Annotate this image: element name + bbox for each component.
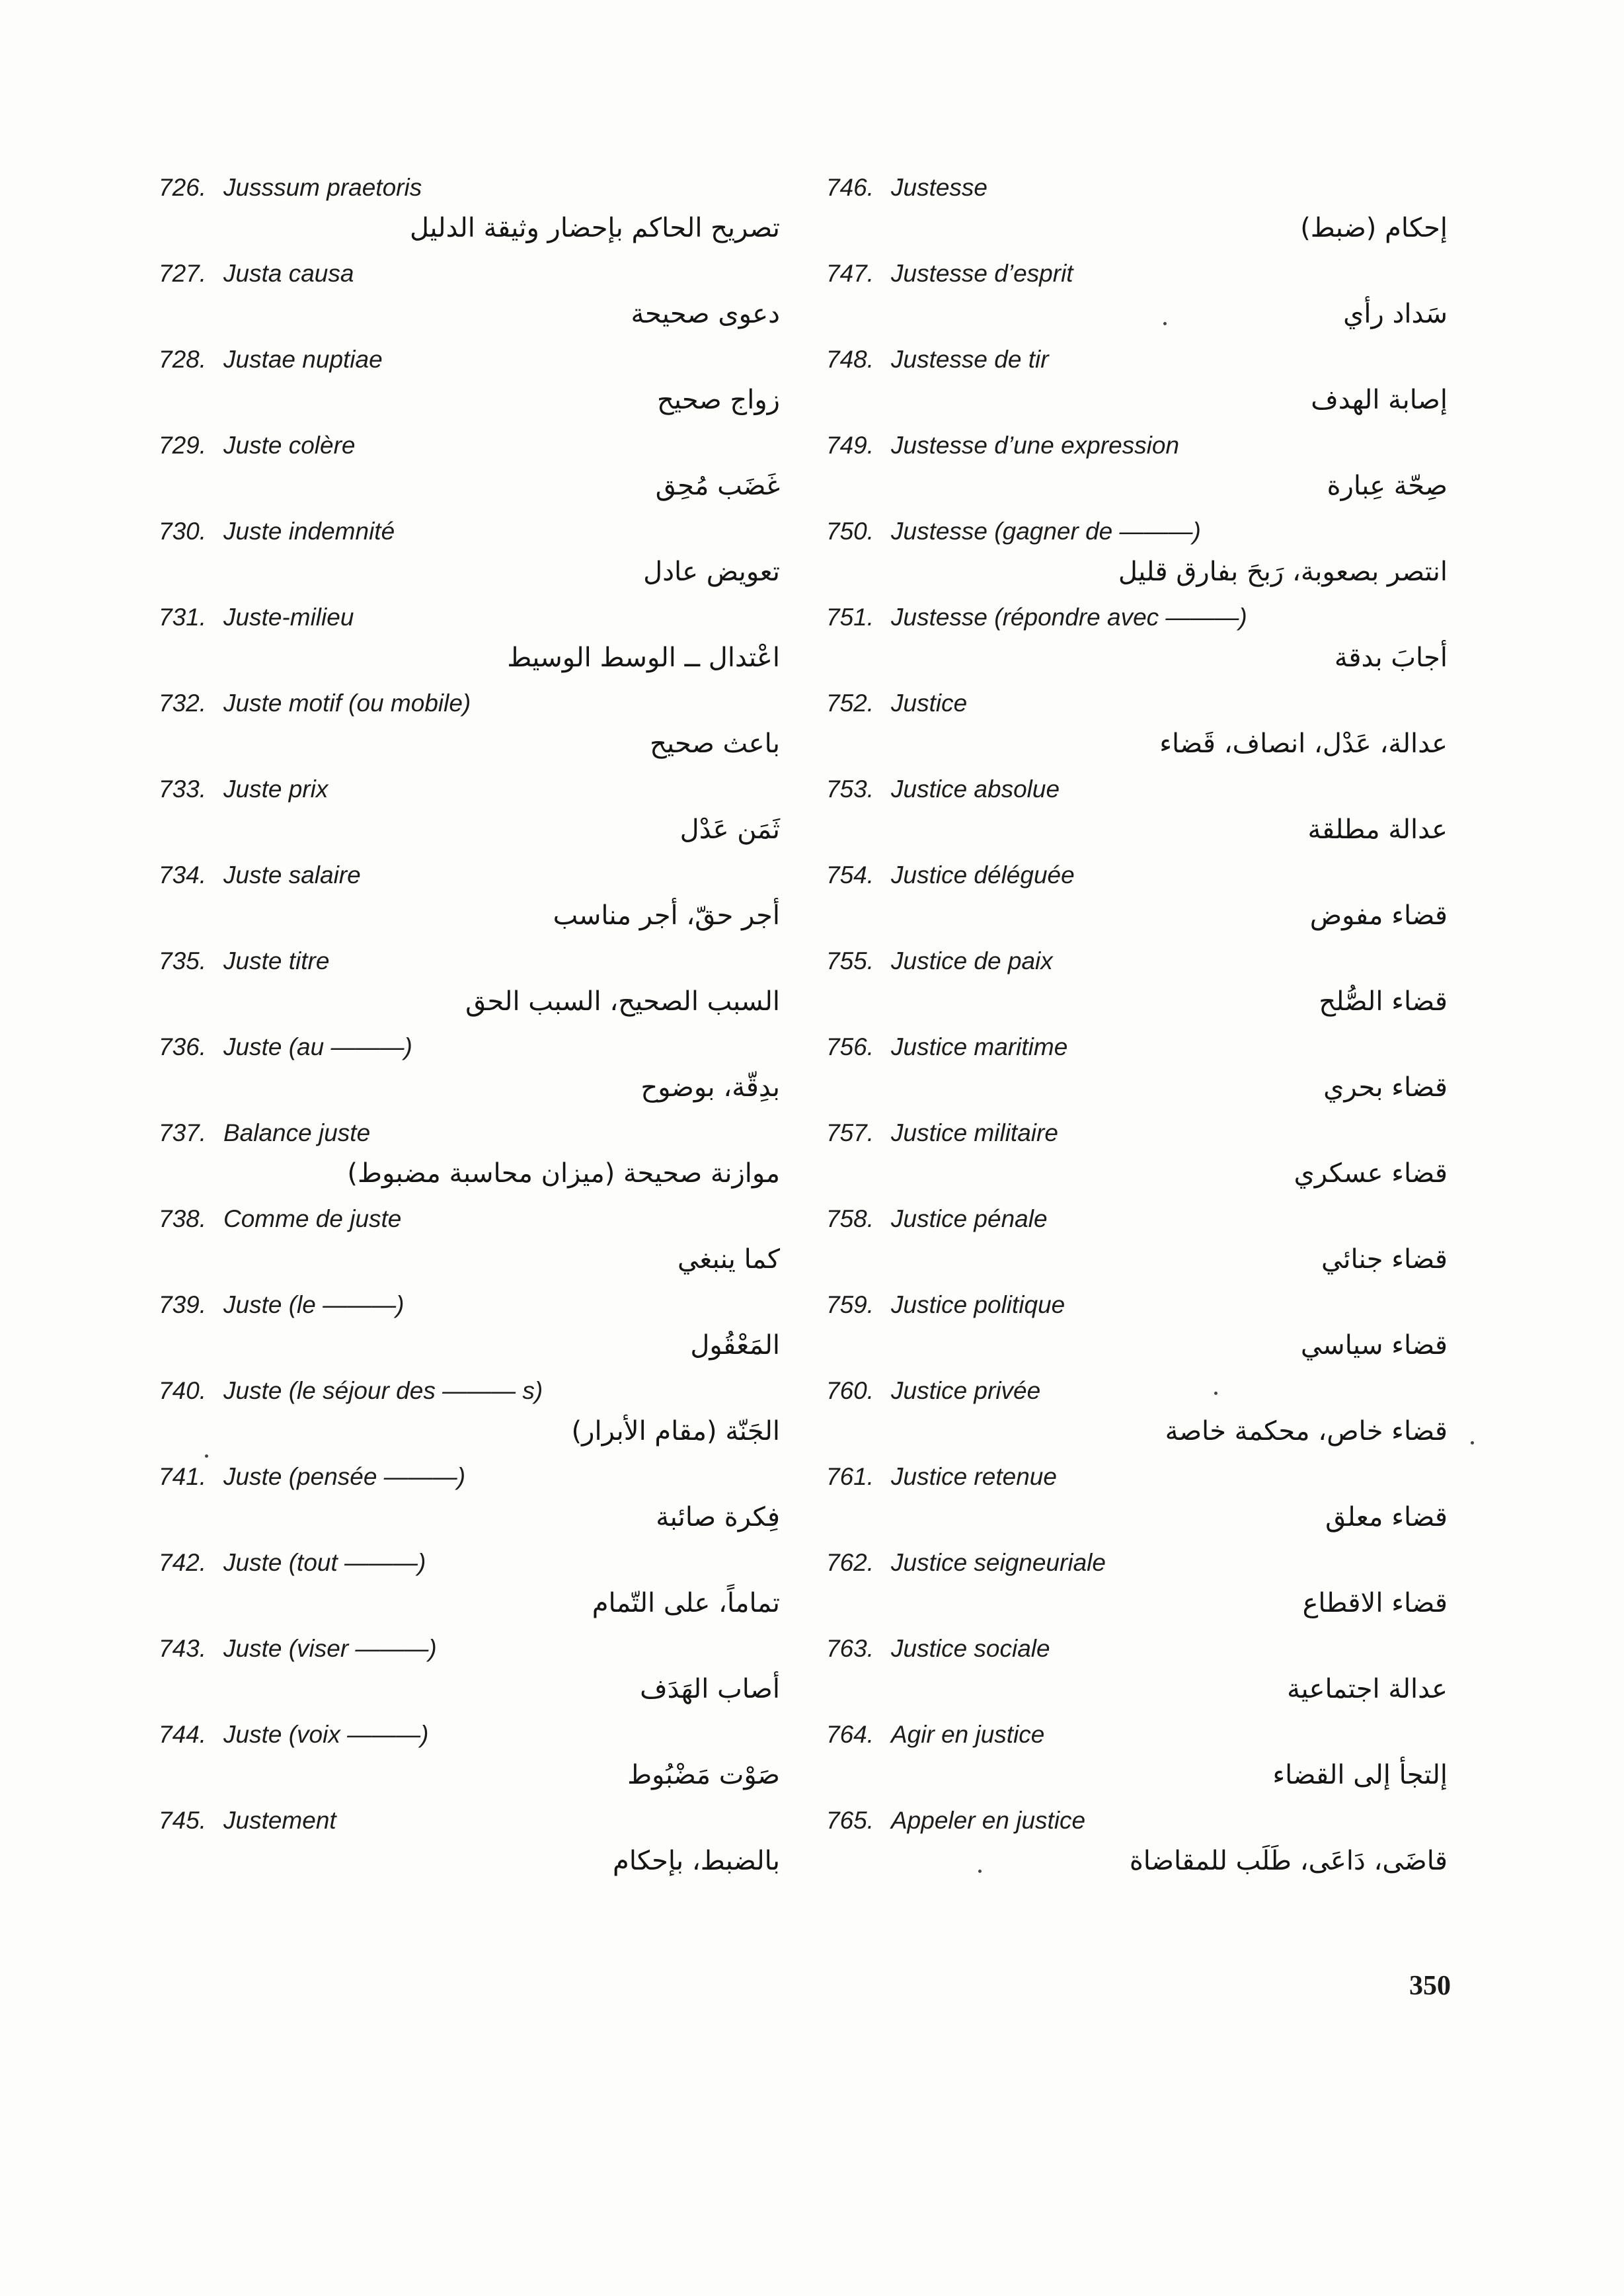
entry-term-line [826,345,1049,374]
entry-arabic-translation: أجر حقّ، أجر مناسب [553,900,780,931]
entry-term: Juste-milieu [223,604,354,631]
entry-number: 745. [159,1807,207,1834]
entry-term-line [159,345,383,374]
dictionary-entry [826,861,1448,947]
entry-term: Juste prix [223,775,329,803]
entry-term: Juste motif (ou mobile) [223,690,471,717]
entry-term: Justement [223,1807,336,1834]
entry-number: 756. [826,1033,874,1060]
dictionary-entry [159,1119,780,1205]
entry-term: Justesse d’esprit [891,260,1073,287]
dictionary-entry [826,517,1448,603]
dictionary-entry [159,861,780,947]
entry-arabic-translation: بدِقّة، بوضوح [640,1072,780,1103]
entry-number: 737. [159,1119,207,1146]
entry-number: 759. [826,1291,874,1318]
entry-number: 739. [159,1291,207,1318]
entry-arabic-translation: سَداد رأي [1343,299,1448,329]
dictionary-entry [159,1376,780,1462]
entry-arabic-translation: غَضَب مُحِق [655,471,780,501]
entry-number: 754. [826,861,874,889]
entry-term-line [159,947,329,976]
entry-number: 730. [159,518,207,545]
dictionary-entry [159,1806,780,1892]
entry-number: 733. [159,775,207,803]
entry-term-line [159,259,354,288]
entry-number: 762. [826,1549,874,1576]
dictionary-entry [826,1462,1448,1548]
entry-term-line [826,775,1060,804]
entry-arabic-translation: السبب الصحيح، السبب الحق [465,986,780,1017]
entry-term: Agir en justice [891,1721,1045,1748]
entry-term: Justice politique [891,1291,1065,1318]
entry-term: Appeler en justice [891,1807,1086,1834]
dictionary-entry [826,947,1448,1033]
entry-number: 763. [826,1635,874,1662]
entry-term: Justice sociale [891,1635,1050,1662]
scan-speck [1163,322,1167,325]
entry-term: Justice déléguée [891,861,1075,889]
entry-term: Justice pénale [891,1205,1048,1232]
entry-number: 749. [826,432,874,459]
dictionary-entry [826,431,1448,517]
entry-term-line [159,517,395,546]
entry-term: Juste (voix ———) [223,1721,429,1748]
entry-term-line [159,775,328,804]
dictionary-entry [159,1205,780,1290]
entry-arabic-translation: قضاء الاقطاع [1302,1588,1448,1618]
entry-arabic-translation: قضاء خاص، محكمة خاصة [1165,1416,1448,1446]
entry-term: Justesse d’une expression [891,432,1180,459]
dictionary-entry [159,947,780,1033]
entry-term-line [159,173,422,202]
dictionary-entry [159,1548,780,1634]
dictionary-entry [159,689,780,775]
entry-arabic-translation: قضاء الصُّلح [1319,986,1448,1017]
entry-number: 752. [826,690,874,717]
entry-arabic-translation: ثَمَن عَدْل [679,814,780,845]
entry-number: 735. [159,947,207,974]
entry-arabic-translation: اعْتدال ــ الوسط الوسيط [507,643,780,673]
entry-arabic-translation: دعوى صحيحة [631,299,780,329]
entry-arabic-translation: عدالة مطلقة [1307,814,1448,845]
entry-term-line [826,861,1075,890]
entry-term: Justice maritime [891,1033,1068,1060]
entry-term: Juste colère [223,432,356,459]
entry-number: 732. [159,690,207,717]
entry-term-line [159,689,471,718]
entry-term-line [826,1290,1065,1320]
entry-number: 764. [826,1721,874,1748]
dictionary-entry [159,431,780,517]
dictionary-entry [826,1205,1448,1290]
entry-term-line [826,1634,1050,1663]
dictionary-entry [159,1720,780,1806]
entry-number: 738. [159,1205,207,1232]
entry-term-line [826,1205,1048,1234]
entry-number: 740. [159,1377,207,1404]
entry-arabic-translation: قضاء عسكري [1294,1158,1448,1189]
right-column [826,173,1448,1892]
entry-term-line [826,1033,1067,1062]
page-number: 350 [1409,1971,1451,2001]
entry-number: 734. [159,861,207,889]
entry-arabic-translation: تصريح الحاكم بإحضار وثيقة الدليل [410,213,780,243]
dictionary-entry [826,1033,1448,1119]
entry-number: 731. [159,604,207,631]
entry-arabic-translation: قضاء جنائي [1321,1244,1448,1275]
entry-term-line [826,1806,1085,1835]
entry-number: 750. [826,518,874,545]
dictionary-entry [826,1806,1448,1892]
entry-term-line [826,431,1179,460]
entry-number: 748. [826,346,874,373]
entry-term: Justice absolue [891,775,1060,803]
entry-arabic-translation: تماماً، على التّمام [592,1588,780,1618]
entry-term: Jusssum praetoris [223,174,422,201]
entry-number: 760. [826,1377,874,1404]
dictionary-entry [159,173,780,259]
entry-number: 758. [826,1205,874,1232]
entry-term: Justa causa [223,260,354,287]
scan-speck [1471,1441,1474,1445]
entry-number: 753. [826,775,874,803]
dictionary-entry [159,775,780,861]
entry-term: Justesse de tir [891,346,1049,373]
entry-term-line [159,1634,437,1663]
dictionary-entry [159,259,780,345]
dictionary-entry [826,1720,1448,1806]
entry-term: Juste salaire [223,861,361,889]
entry-arabic-translation: قاضَى، دَاعَى، طَلَب للمقاضاة [1129,1846,1448,1876]
dictionary-entry [826,1548,1448,1634]
dictionary-entry [826,1376,1448,1462]
entry-arabic-translation: موازنة صحيحة (ميزان محاسبة مضبوط) [347,1158,780,1189]
entry-term: Juste titre [223,947,330,974]
entry-arabic-translation: عدالة اجتماعية [1287,1674,1448,1704]
entry-term-line [826,1720,1044,1749]
entry-term-line [159,1376,543,1405]
entry-term: Juste (au ———) [223,1033,412,1060]
entry-term-line [826,173,987,202]
entry-term: Juste indemnité [223,518,395,545]
entry-number: 757. [826,1119,874,1146]
entry-arabic-translation: إصابة الهدف [1311,385,1448,415]
entry-arabic-translation: زواج صحيح [657,385,780,415]
entry-number: 755. [826,947,874,974]
entry-number: 765. [826,1807,874,1834]
entry-term: Justesse [891,174,988,201]
dictionary-entry [826,689,1448,775]
dictionary-entry [159,603,780,689]
entry-term-line [159,1119,370,1148]
dictionary-entry [826,775,1448,861]
entry-number: 728. [159,346,207,373]
dictionary-entry [159,1634,780,1720]
entry-term-line [826,1119,1058,1148]
entry-term-line [826,947,1053,976]
entry-term-line [826,259,1073,288]
entry-term-line [826,1548,1106,1577]
entry-term-line [826,1462,1057,1491]
dictionary-entry [826,345,1448,431]
entry-number: 747. [826,260,874,287]
dictionary-entry [159,1462,780,1548]
entry-arabic-translation: صِحّة عِبارة [1327,471,1448,501]
entry-arabic-translation: أصاب الهَدَف [640,1674,780,1704]
dictionary-entry [826,1290,1448,1376]
entry-arabic-translation: إحكام (ضبط) [1300,213,1448,243]
entry-arabic-translation: بالضبط، بإحكام [613,1846,780,1876]
entry-number: 729. [159,432,207,459]
entry-term: Justice retenue [891,1463,1057,1490]
entry-term: Justice privée [891,1377,1041,1404]
entry-arabic-translation: إلتجأ إلى القضاء [1272,1760,1448,1790]
entry-term: Justesse (répondre avec ———) [891,604,1247,631]
scan-speck [1214,1392,1218,1395]
entry-arabic-translation: باعث صحيح [650,729,780,759]
entry-number: 741. [159,1463,207,1490]
entry-term: Juste (pensée ———) [223,1463,466,1490]
entry-term-line [159,1290,404,1320]
dictionary-entry [159,345,780,431]
scan-speck [978,1870,982,1873]
entry-term-line [826,1376,1040,1405]
entry-arabic-translation: فِكرة صائبة [656,1502,780,1532]
entry-term-line [159,1462,465,1491]
entry-term: Justice militaire [891,1119,1058,1146]
entry-number: 751. [826,604,874,631]
entry-term-line [826,689,967,718]
entry-term-line [159,1205,401,1234]
entry-term-line [159,861,361,890]
entry-arabic-translation: تعويض عادل [643,557,780,587]
dictionary-entry [826,603,1448,689]
dictionary-entry [826,173,1448,259]
entry-arabic-translation: الجَنّة (مقام الأبرار) [571,1416,780,1446]
dictionary-entry [826,259,1448,345]
entry-number: 742. [159,1549,207,1576]
entry-arabic-translation: كما ينبغي [677,1244,780,1275]
entry-term-line [826,603,1247,632]
entry-arabic-translation: قضاء سياسي [1300,1330,1448,1361]
dictionary-entry [159,517,780,603]
dictionary-entry [159,1033,780,1119]
entry-term: Justice seigneuriale [891,1549,1106,1576]
entry-number: 744. [159,1721,207,1748]
entry-term: Justice de paix [891,947,1053,974]
entry-term-line [159,1720,428,1749]
entry-arabic-translation: قضاء بحري [1323,1072,1448,1103]
dictionary-entry [826,1634,1448,1720]
entry-term: Justae nuptiae [223,346,383,373]
entry-number: 727. [159,260,207,287]
entry-arabic-translation: صَوْت مَضْبُوط [627,1760,780,1790]
entry-arabic-translation: قضاء معلق [1325,1502,1448,1532]
entry-arabic-translation: أجابَ بدقة [1334,643,1448,673]
entry-term: Juste (viser ———) [223,1635,437,1662]
entry-number: 761. [826,1463,874,1490]
entry-term: Balance juste [223,1119,371,1146]
dictionary-entry [826,1119,1448,1205]
entry-arabic-translation: قضاء مفوض [1309,900,1448,931]
left-column [159,173,780,1892]
entry-term: Justice [891,690,968,717]
entry-number: 726. [159,174,207,201]
entry-term: Justesse (gagner de ———) [891,518,1201,545]
entry-number: 743. [159,1635,207,1662]
dictionary-entry [159,1290,780,1376]
entry-term-line [159,431,356,460]
entry-term-line [159,1033,412,1062]
entry-term-line [159,1806,336,1835]
entry-number: 736. [159,1033,207,1060]
entry-number: 746. [826,174,874,201]
entry-term-line [159,603,354,632]
entry-term: Juste (tout ———) [223,1549,426,1576]
scan-speck [205,1454,208,1458]
entry-term-line [826,517,1201,546]
entry-term: Juste (le séjour des ——— s) [223,1377,543,1404]
entry-term: Juste (le ———) [223,1291,405,1318]
entry-term: Comme de juste [223,1205,402,1232]
entry-arabic-translation: انتصر بصعوبة، رَبحَ بفارق قليل [1118,557,1448,587]
entry-arabic-translation: المَعْقُول [690,1330,780,1361]
entry-arabic-translation: عدالة، عَدْل، انصاف، قَضاء [1159,729,1448,759]
entry-term-line [159,1548,426,1577]
